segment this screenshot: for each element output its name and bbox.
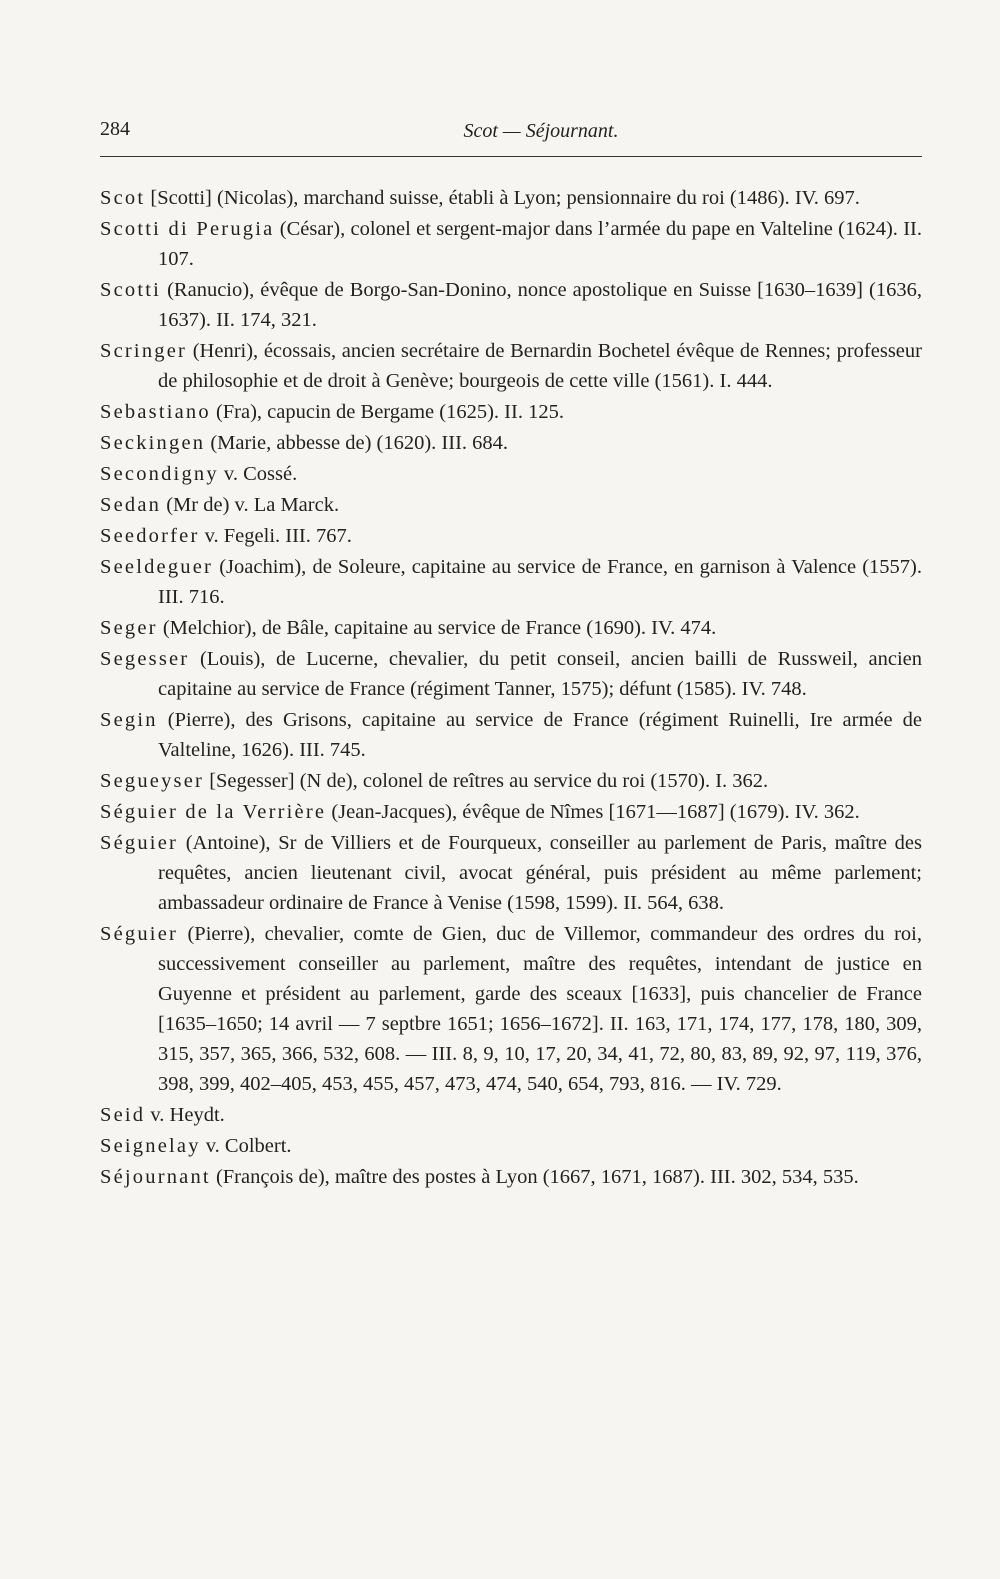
entry-head: Secondigny [100,463,219,485]
entry-head: Segesser [100,648,190,670]
entry-text: (Antoine), Sr de Villiers et de Fourqueux, conseiller au parlement de Paris, maître des requêtes, ancien lieutenant civil, avocat général, puis président au même parlement; ambassadeur ordinaire de France à Venise (1598, 1599). II. 564, 638. [158,832,922,914]
index-entry [100,1131,922,1161]
index-entry [100,552,922,612]
entry-text: (François de), maître des postes à Lyon (1667, 1671, 1687). III. 302, 534, 535. [210,1166,859,1188]
header-rule [100,156,922,157]
entry-head: Seedorfer [100,525,200,547]
index-entry [100,183,922,213]
index-entries [100,183,922,1192]
index-entry [100,1100,922,1130]
index-entry [100,275,922,335]
index-entry [100,919,922,1099]
index-entry [100,644,922,704]
entry-text: (Marie, abbesse de) (1620). III. 684. [205,432,509,454]
index-entry [100,828,922,918]
index-entry [100,336,922,396]
entry-head: Sedan [100,494,162,516]
entry-text: (Louis), de Lucerne, chevalier, du petit conseil, ancien bailli de Russweil, ancien capitaine au service de France (régiment Tanner, 1575); défunt (1585). IV. 748. [158,648,922,700]
entry-head: Scot [100,187,146,209]
entry-text: [Segesser] (N de), colonel de reîtres au service du roi (1570). I. 362. [204,770,769,792]
entry-text: (Fra), capucin de Bergame (1625). II. 125. [210,401,564,423]
entry-head: Scotti [100,279,162,301]
entry-text: (Joachim), de Soleure, capitaine au service de France, en garnison à Valence (1557). III. 716. [158,556,922,608]
entry-head: Scringer [100,340,188,362]
entry-text: v. Colbert. [200,1135,292,1157]
running-title: Scot — Séjournant. [463,120,619,142]
entry-text: (Mr de) v. La Marck. [161,494,340,516]
entry-head: Seeldeguer [100,556,214,578]
entry-text: v. Fegeli. III. 767. [199,525,352,547]
entry-head: Segueyser [100,770,205,792]
entry-head: Seid [100,1104,146,1126]
index-entry [100,705,922,765]
entry-head: Sebastiano [100,401,211,423]
entry-text: (César), colonel et sergent-major dans l’armée du pape en Valteline (1624). II. 107. [158,218,922,270]
entry-text: (Jean-Jacques), évêque de Nîmes [1671—1687] (1679). IV. 362. [326,801,860,823]
entry-head: Séguier [100,923,179,945]
entry-head: Seger [100,617,158,639]
entry-text: v. Cossé. [218,463,298,485]
entry-text: v. Heydt. [145,1104,225,1126]
index-entry [100,428,922,458]
entry-head: Seignelay [100,1135,201,1157]
index-entry [100,613,922,643]
index-entry [100,521,922,551]
entry-head: Seckingen [100,432,206,454]
page-header [100,118,922,148]
entry-text: (Henri), écossais, ancien secrétaire de Bernardin Bochetel évêque de Rennes; professeur de philosophie et de droit à Genève; bourgeois de cette ville (1561). I. 444. [158,340,922,392]
entry-text: (Pierre), des Grisons, capitaine au service de France (régiment Ruinelli, Ire armée de Valteline, 1626). III. 745. [157,709,922,761]
index-entry [100,397,922,427]
entry-head: Séguier de la Verrière [100,801,327,823]
entry-head: Séguier [100,832,179,854]
index-entry [100,214,922,274]
page-number: 284 [100,118,130,140]
index-entry [100,490,922,520]
entry-head: Séjournant [100,1166,211,1188]
entry-text: [Scotti] (Nicolas), marchand suisse, établi à Lyon; pensionnaire du roi (1486). IV. 697. [145,187,860,209]
entry-text: (Ranucio), évêque de Borgo-San-Donino, nonce apostolique en Suisse [1630–1639] (1636, 1637). II. 174, 321. [158,279,922,331]
entry-head: Segin [100,709,158,731]
entry-text: (Pierre), chevalier, comte de Gien, duc de Villemor, commandeur des ordres du roi, successivement conseiller au parlement, maître des requêtes, intendant de justice en Guyenne et président au parlement, garde des sceaux [1633], puis chancelier de France [1635–1650; 14 avril — 7 septbre 1651; 1656–1672]. II. 163, 171, 174, 177, 178, 180, 309, 315, 357, 365, 366, 532, 608. — III. 8, 9, 10, 17, 20, 34, 41, 72, 80, 83, 89, 92, 97, 119, 376, 398, 399, 402–405, 453, 455, 457, 473, 474, 540, 654, 793, 816. — IV. 729. [158,923,922,1095]
index-entry [100,459,922,489]
index-entry [100,766,922,796]
entry-head: Scotti di Perugia [100,218,275,240]
index-entry [100,1162,922,1192]
index-entry [100,797,922,827]
entry-text: (Melchior), de Bâle, capitaine au service de France (1690). IV. 474. [157,617,717,639]
